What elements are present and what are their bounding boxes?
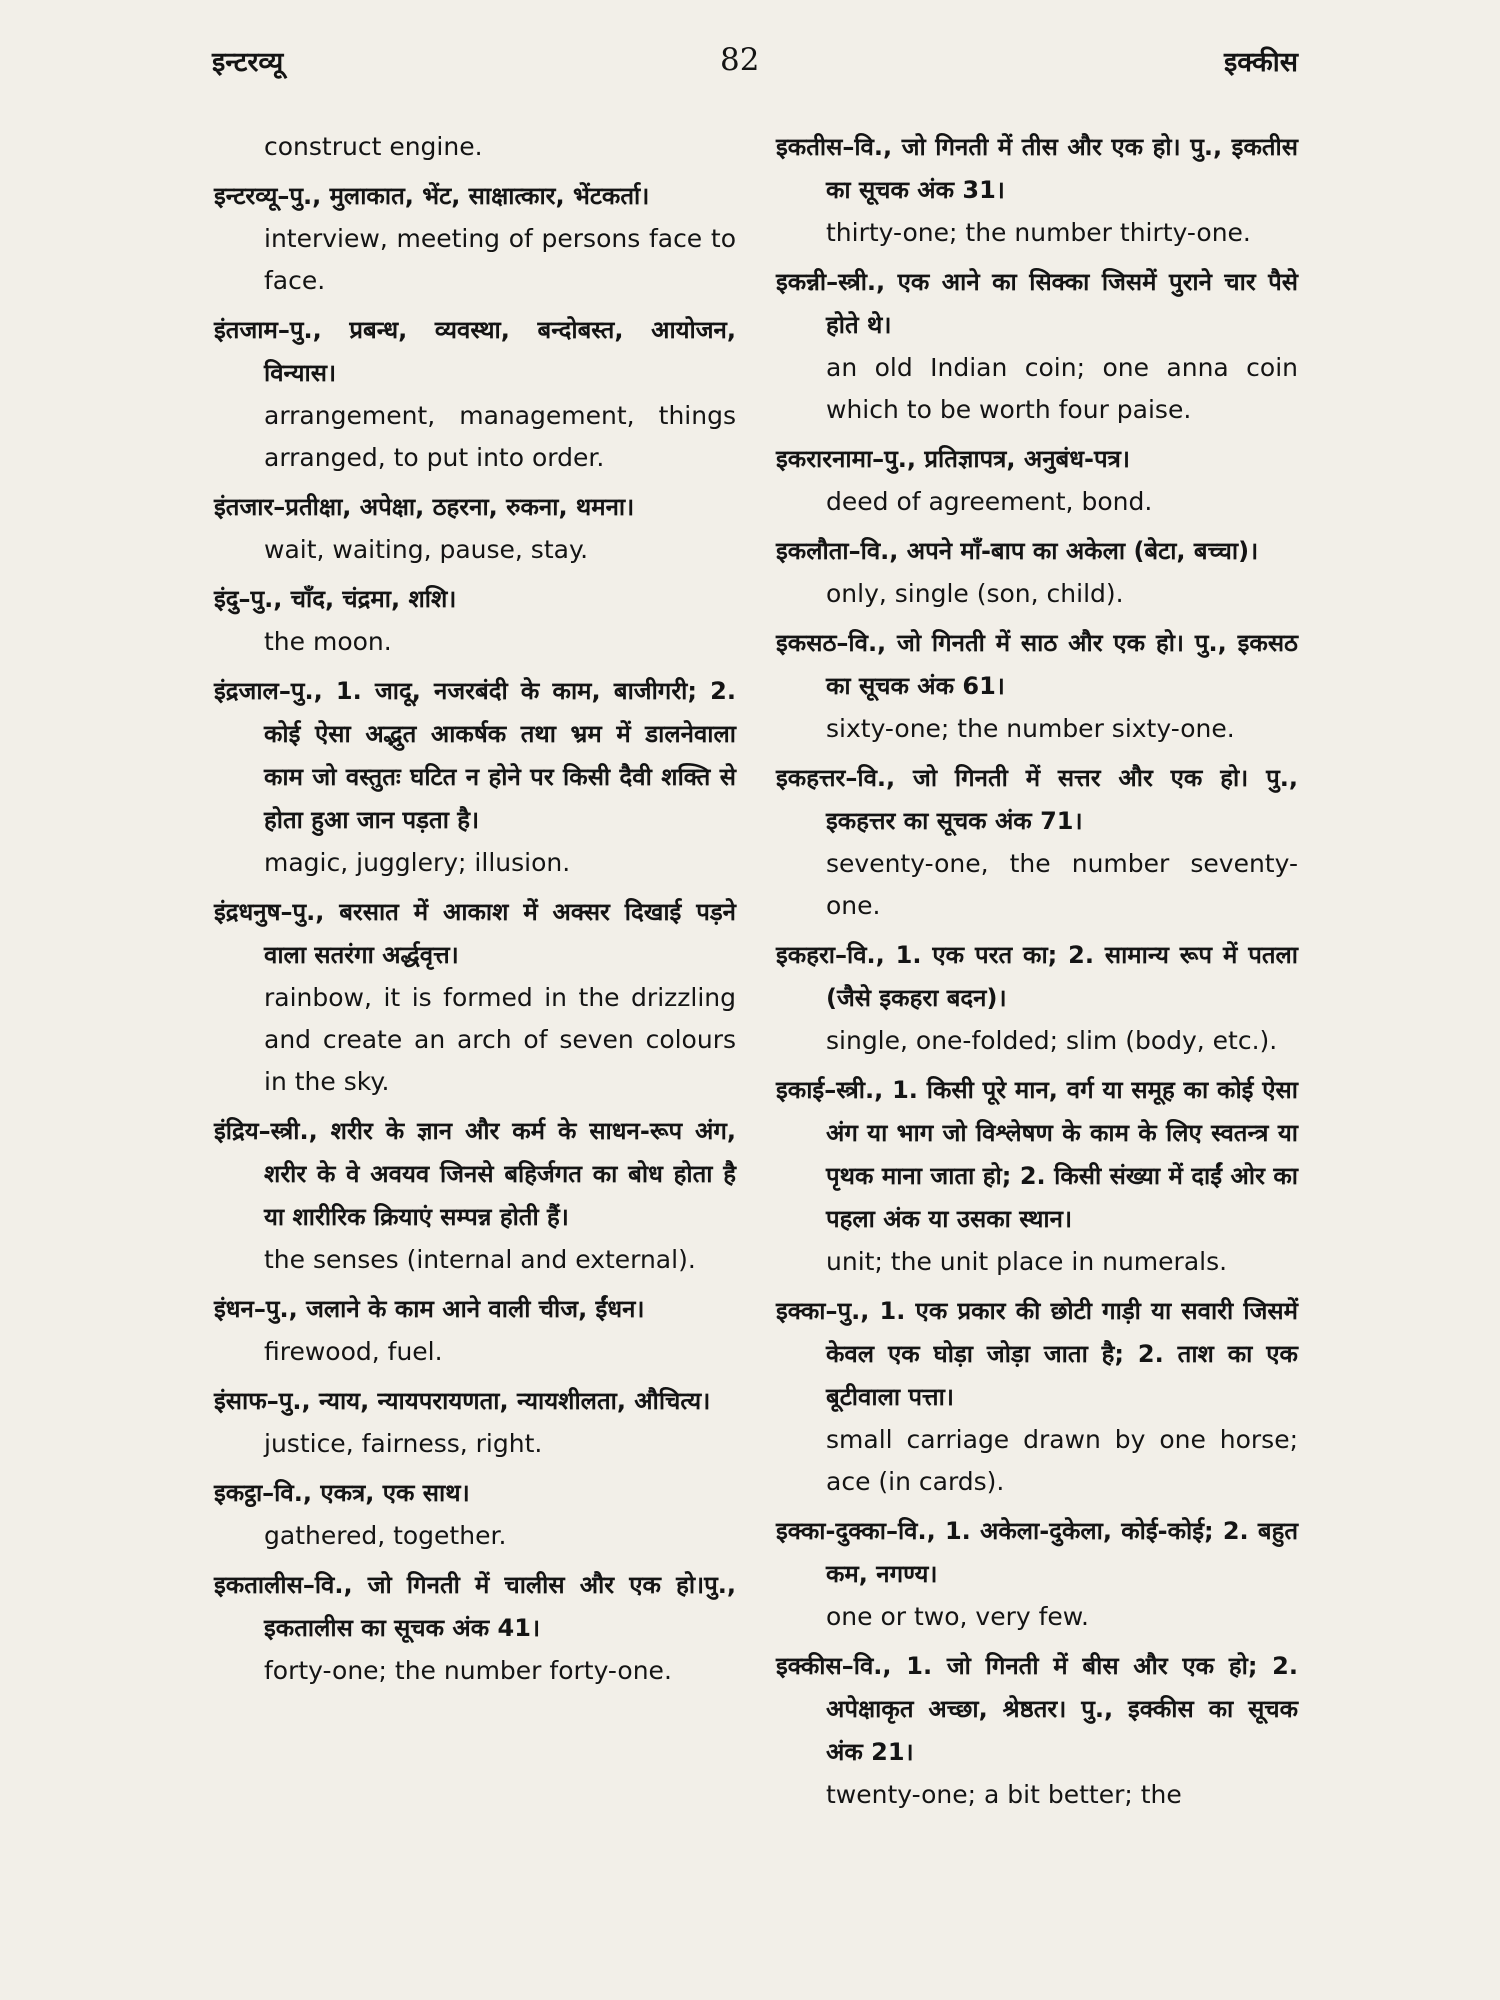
entry-english: twenty-one; a bit better; the [826,1780,1182,1809]
dictionary-entry [214,1472,736,1557]
entry-english: firewood, fuel. [264,1337,443,1366]
entry-hindi: इकलौता–वि., अपने माँ-बाप का अकेला (बेटा, बच्चा)। [776,537,1259,565]
dictionary-entry [776,261,1298,431]
entry-english: seventy-one, the number seventy-one. [826,849,1298,920]
entry-hindi: इंद्रजाल–पु., 1. जादू, नजरबंदी के काम, बाजीगरी; 2. कोई ऐसा अद्भुत आकर्षक तथा भ्रम में डालनेवाला काम जो वस्तुतः घटित न होने पर किसी दैवी शक्ति से होता हुआ जान पड़ता है। [214,677,736,834]
entry-hindi: इंद्रधनुष–पु., बरसात में आकाश में अक्सर दिखाई पड़ने वाला सतरंगा अर्द्धवृत्त। [214,898,736,969]
entry-english: the moon. [264,627,392,656]
entry-english: an old Indian coin; one anna coin which to be worth four paise. [826,353,1298,424]
dictionary-entry [214,175,736,302]
dictionary-entry [214,126,736,168]
dictionary-entry [214,1564,736,1692]
entry-hindi: इकहत्तर–वि., जो गिनती में सत्तर और एक हो। पु., इकहत्तर का सूचक अंक 71। [776,764,1298,835]
entry-hindi: इंतजार–प्रतीक्षा, अपेक्षा, ठहरना, रुकना, थमना। [214,493,635,521]
dictionary-entry [776,934,1298,1062]
entry-hindi: इकाई–स्त्री., 1. किसी पूरे मान, वर्ग या समूह का कोई ऐसा अंग या भाग जो विश्लेषण के काम के लिए स्वतन्त्र या पृथक माना जाता हो; 2. किसी संख्या में दाईं ओर का पहला अंक या उसका स्थान। [776,1076,1298,1233]
entry-english: magic, jugglery; illusion. [264,848,571,877]
dictionary-entry [214,1380,736,1465]
running-head-right: इक्कीस [1224,47,1298,78]
entry-hindi: इंद्रिय–स्त्री., शरीर के ज्ञान और कर्म के साधन-रूप अंग, शरीर के वे अवयव जिनसे बहिर्जगत का बोध होता है या शारीरिक क्रियाएं सम्पन्न होती हैं। [214,1117,736,1231]
entry-english: sixty-one; the number sixty-one. [826,714,1235,743]
left-column [214,126,736,1699]
entry-hindi: इंदु–पु., चाँद, चंद्रमा, शशि। [214,585,457,613]
entry-english: one or two, very few. [826,1602,1089,1631]
right-column [776,126,1298,1823]
dictionary-entry [214,891,736,1103]
entry-english: the senses (internal and external). [264,1245,696,1274]
dictionary-entry [776,1510,1298,1638]
entry-hindi: इक्कीस–वि., 1. जो गिनती में बीस और एक हो; 2. अपेक्षाकृत अच्छा, श्रेष्ठतर। पु., इक्कीस का सूचक अंक 21। [776,1652,1298,1766]
entry-english: small carriage drawn by one horse; ace (in cards). [826,1425,1298,1496]
entry-english: wait, waiting, pause, stay. [264,535,589,564]
entry-english: justice, fairness, right. [264,1429,543,1458]
dictionary-entry [776,757,1298,927]
entry-hindi: इंतजाम–पु., प्रबन्ध, व्यवस्था, बन्दोबस्त, आयोजन, विन्यास। [214,316,736,387]
entry-english: deed of agreement, bond. [826,487,1153,516]
dictionary-entry [214,1110,736,1281]
entry-english: single, one-folded; slim (body, etc.). [826,1026,1278,1055]
dictionary-entry [214,670,736,884]
running-head-left: इन्टरव्यू [212,47,284,78]
entry-english: construct engine. [264,132,483,161]
dictionary-entry [214,309,736,479]
entry-english: gathered, together. [264,1521,507,1550]
entry-hindi: इंधन–पु., जलाने के काम आने वाली चीज, ईंधन। [214,1295,645,1323]
page-number: 82 [720,42,760,78]
dictionary-entry [776,1290,1298,1503]
entry-hindi: इंसाफ–पु., न्याय, न्यायपरायणता, न्यायशीलता, औचित्य। [214,1387,711,1415]
entry-hindi: इकसठ–वि., जो गिनती में साठ और एक हो। पु., इकसठ का सूचक अंक 61। [776,629,1298,700]
entry-hindi: इकरारनामा–पु., प्रतिज्ञापत्र, अनुबंध-पत्र। [776,445,1130,473]
dictionary-entry [776,530,1298,615]
entry-english: only, single (son, child). [826,579,1124,608]
dictionary-entry [214,578,736,663]
entry-hindi: इकन्नी–स्त्री., एक आने का सिक्का जिसमें पुराने चार पैसे होते थे। [776,268,1298,339]
dictionary-entry [776,1069,1298,1283]
entry-english: interview, meeting of persons face to face. [264,224,736,295]
entry-hindi: इकट्ठा–वि., एकत्र, एक साथ। [214,1479,470,1507]
entry-hindi: इकतालीस–वि., जो गिनती में चालीस और एक हो।पु., इकतालीस का सूचक अंक 41। [214,1571,736,1642]
dictionary-entry [776,438,1298,523]
entry-hindi: इक्का-दुक्का–वि., 1. अकेला-दुकेला, कोई-कोई; 2. बहुत कम, नगण्य। [776,1517,1298,1588]
entry-english: rainbow, it is formed in the drizzling and create an arch of seven colours in the sky. [264,983,736,1096]
dictionary-entry [776,1645,1298,1816]
dictionary-entry [776,622,1298,750]
entry-english: thirty-one; the number thirty-one. [826,218,1251,247]
entry-hindi: इन्टरव्यू–पु., मुलाकात, भेंट, साक्षात्कार, भेंटकर्ता। [214,182,650,210]
dictionary-entry [214,1288,736,1373]
entry-hindi: इक्का–पु., 1. एक प्रकार की छोटी गाड़ी या सवारी जिसमें केवल एक घोड़ा जोड़ा जाता है; 2. ताश का एक बूटीवाला पत्ता। [776,1297,1298,1411]
dictionary-entry [776,126,1298,254]
dictionary-entry [214,486,736,571]
entry-hindi: इकहरा–वि., 1. एक परत का; 2. सामान्य रूप में पतला (जैसे इकहरा बदन)। [776,941,1298,1012]
entry-hindi: इकतीस–वि., जो गिनती में तीस और एक हो। पु., इकतीस का सूचक अंक 31। [776,133,1298,204]
entry-english: unit; the unit place in numerals. [826,1247,1228,1276]
entry-english: forty-one; the number forty-one. [264,1656,672,1685]
entry-english: arrangement, management, things arranged, to put into order. [264,401,736,472]
